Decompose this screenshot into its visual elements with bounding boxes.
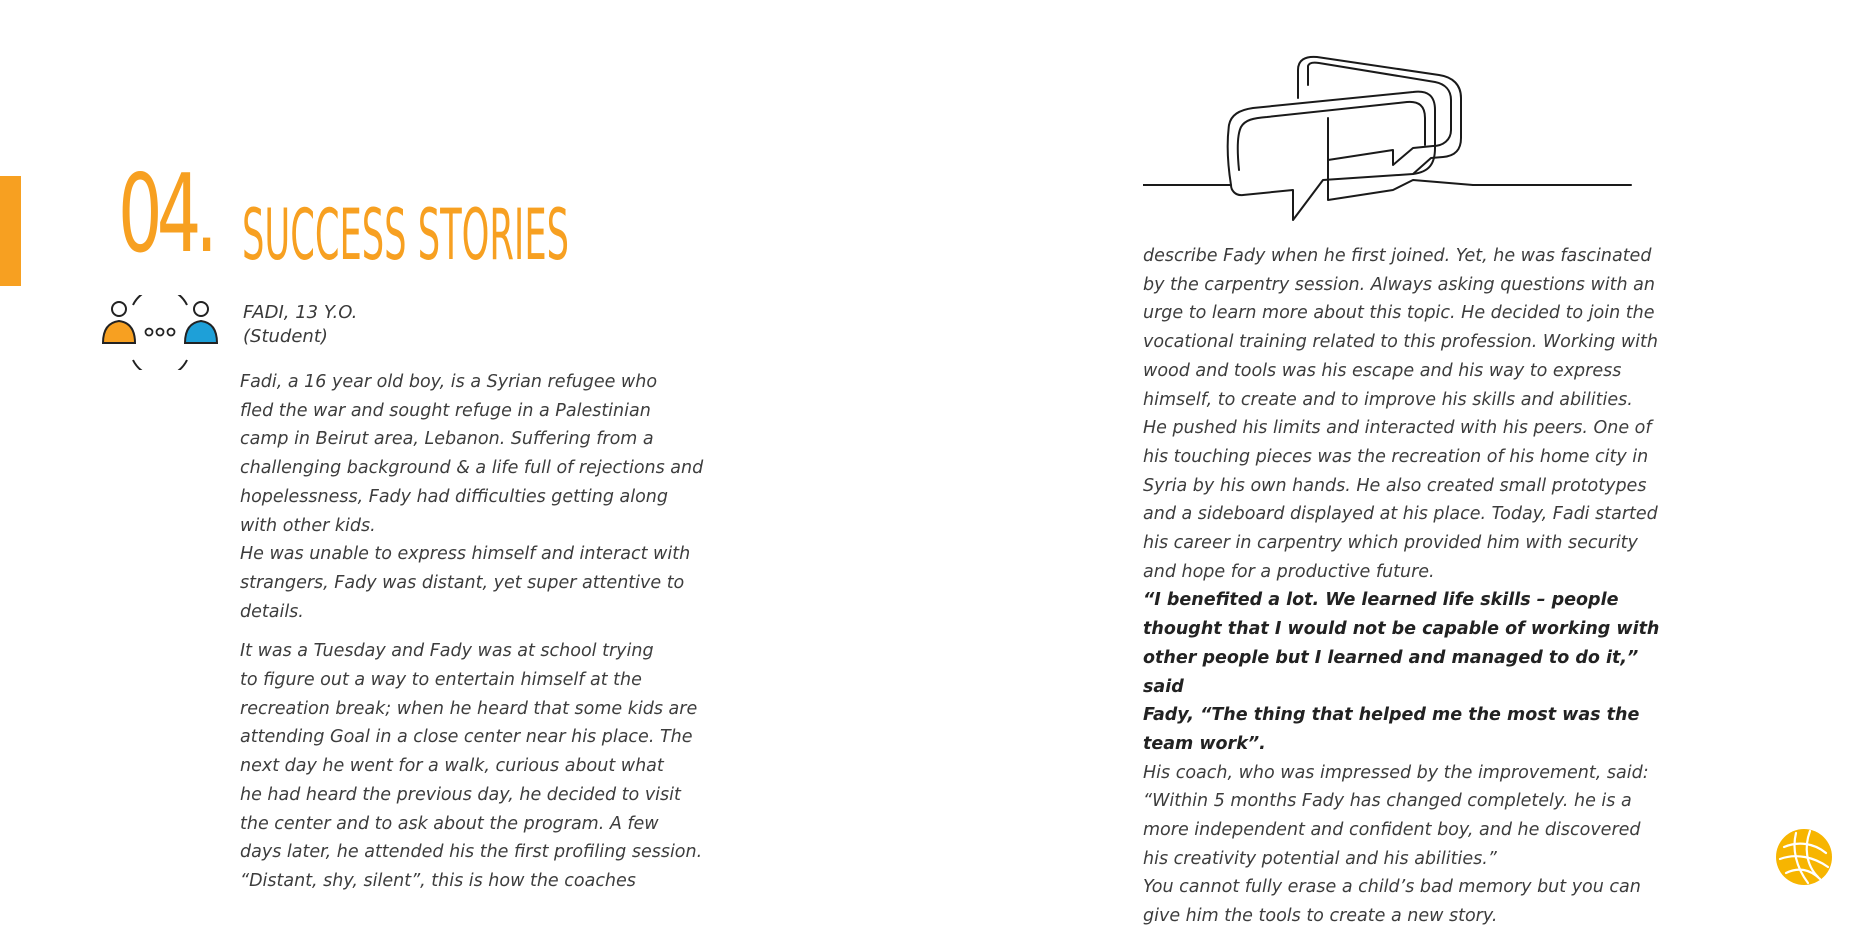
text-line: give him the tools to create a new story. xyxy=(1143,906,1498,927)
person-name: FADI, 13 Y.O. xyxy=(243,302,358,323)
text-line: camp in Beirut area, Lebanon. Suffering from a xyxy=(240,429,654,450)
text-line: next day he went for a walk, curious about what xyxy=(240,756,664,777)
text-line: recreation break; when he heard that some kids are xyxy=(240,698,698,719)
text-line: hopelessness, Fady had difficulties getting along xyxy=(240,486,668,507)
left-column xyxy=(240,368,710,896)
text-line: his creativity potential and his abilities.” xyxy=(1143,848,1497,869)
person-role: (Student) xyxy=(243,326,328,347)
text-line: Fadi, a 16 year old boy, is a Syrian refugee who xyxy=(240,372,658,392)
paragraph-5 xyxy=(1143,759,1673,931)
text-line: His coach, who was impressed by the improvement, said: xyxy=(1143,762,1649,783)
paragraph-2 xyxy=(240,540,710,626)
paragraph-3 xyxy=(240,637,710,895)
text-line: and hope for a productive future. xyxy=(1143,561,1435,582)
text-line: attending Goal in a close center near his place. The xyxy=(240,727,693,748)
quote-line: thought that I would not be capable of working with xyxy=(1143,619,1660,640)
person-info xyxy=(243,301,357,349)
yarn-ball-logo xyxy=(1774,827,1834,887)
text-line: vocational training related to this profession. Working with xyxy=(1143,332,1658,353)
text-line: urge to learn more about this topic. He decided to join the xyxy=(1143,303,1655,324)
chapter-number: 04. xyxy=(118,152,212,277)
text-line: He pushed his limits and interacted with his peers. One of xyxy=(1143,418,1652,439)
text-line: describe Fady when he first joined. Yet, he was fascinated xyxy=(1143,246,1652,266)
text-line: with other kids. xyxy=(240,515,376,536)
text-line: He was unable to express himself and interact with xyxy=(240,544,691,565)
text-line: challenging background & a life full of rejections and xyxy=(240,458,704,479)
text-line: Syria by his own hands. He also created small prototypes xyxy=(1143,475,1647,496)
text-line: days later, he attended his the first profiling session. xyxy=(240,842,703,863)
text-line: his career in carpentry which provided him with security xyxy=(1143,533,1638,554)
conversation-icon xyxy=(100,295,220,370)
quote xyxy=(1143,586,1673,758)
accent-bar xyxy=(0,176,21,286)
right-column xyxy=(1143,242,1673,931)
text-line: his touching pieces was the recreation of his home city in xyxy=(1143,446,1649,467)
text-line: more independent and confident boy, and he discovered xyxy=(1143,820,1641,841)
paragraph-1 xyxy=(240,368,710,540)
speech-bubbles-illustration xyxy=(1143,30,1633,240)
text-line: “Distant, shy, silent”, this is how the coaches xyxy=(240,870,636,891)
quote-line: other people but I learned and managed to do it,” said xyxy=(1143,647,1639,697)
quote-line: Fady, “The thing that helped me the most was the xyxy=(1143,705,1640,726)
text-line: “Within 5 months Fady has changed completely. he is a xyxy=(1143,791,1632,812)
text-line: You cannot fully erase a child’s bad memory but you can xyxy=(1143,877,1641,898)
text-line: by the carpentry session. Always asking questions with an xyxy=(1143,274,1655,295)
text-line: to figure out a way to entertain himself at the xyxy=(240,670,642,691)
chapter-heading xyxy=(118,150,570,280)
paragraph-4 xyxy=(1143,242,1673,586)
text-line: details. xyxy=(240,601,304,622)
text-line: and a sideboard displayed at his place. Today, Fadi started xyxy=(1143,504,1658,525)
text-line: the center and to ask about the program. A few xyxy=(240,813,659,834)
quote-line: team work”. xyxy=(1143,733,1266,754)
text-line: fled the war and sought refuge in a Palestinian xyxy=(240,400,651,421)
text-line: he had heard the previous day, he decided to visit xyxy=(240,784,681,805)
quote-line: “I benefited a lot. We learned life skills – people xyxy=(1143,590,1619,611)
text-line: strangers, Fady was distant, yet super attentive to xyxy=(240,572,685,593)
text-line: wood and tools was his escape and his way to express xyxy=(1143,360,1622,381)
text-line: It was a Tuesday and Fady was at school trying xyxy=(240,641,654,662)
text-line: himself, to create and to improve his skills and abilities. xyxy=(1143,389,1633,410)
chapter-title: SUCCESS STORIES xyxy=(242,194,570,276)
